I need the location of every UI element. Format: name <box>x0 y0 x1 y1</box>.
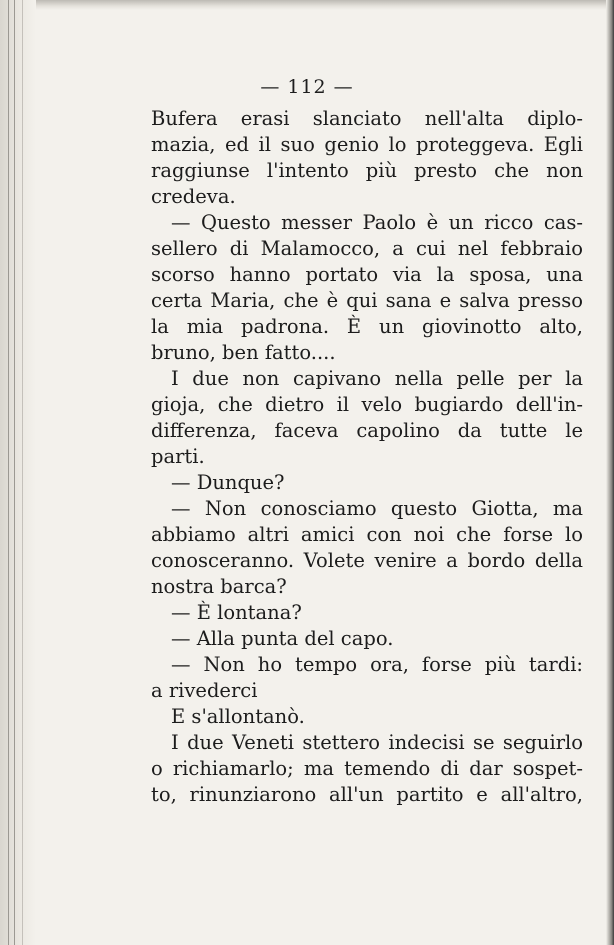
text-line: mazia, ed il suo genio lo proteggeva. Egli <box>151 133 583 156</box>
text-line: sellero di Malamocco, a cui nel febbraio <box>151 237 583 260</box>
text-line: o richiamarlo; ma temendo di dar sospet- <box>151 757 583 780</box>
text-line: parti. <box>151 445 205 468</box>
text-line: raggiunse l'intento più presto che non <box>151 159 583 182</box>
text-line: — È lontana? <box>171 601 302 624</box>
body-text <box>151 106 583 808</box>
text-line: la mia padrona. È un giovinotto alto, <box>151 315 583 338</box>
page-binding-edge <box>0 0 36 945</box>
text-line: bruno, ben fatto.... <box>151 341 336 364</box>
text-line: a rivederci <box>151 679 258 702</box>
text-line: — Non conosciamo questo Giotta, ma <box>171 497 583 520</box>
text-line: — Questo messer Paolo è un ricco cas- <box>171 211 583 234</box>
text-line: — Dunque? <box>171 471 285 494</box>
page-number: — 112 — <box>260 76 354 98</box>
text-line: I due Veneti stettero indecisi se seguirlo <box>171 731 583 754</box>
text-line: conosceranno. Volete venire a bordo della <box>151 549 583 572</box>
text-line: — Non ho tempo ora, forse più tardi: <box>171 653 583 676</box>
text-line: I due non capivano nella pelle per la <box>171 367 583 390</box>
text-line: E s'allontanò. <box>171 705 305 728</box>
text-line: Bufera erasi slanciato nell'alta diplo- <box>151 107 583 130</box>
text-line: to, rinunziarono all'un partito e all'altro, <box>151 783 583 806</box>
text-line: abbiamo altri amici con noi che forse lo <box>151 523 583 546</box>
page-right-edge <box>606 0 614 945</box>
text-line: gioja, che dietro il velo bugiardo dell'in- <box>151 393 583 416</box>
page-top-edge <box>0 0 614 10</box>
text-line: scorso hanno portato via la sposa, una <box>151 263 583 286</box>
text-line: nostra barca? <box>151 575 287 598</box>
text-line: — Alla punta del capo. <box>171 627 394 650</box>
text-line: certa Maria, che è qui sana e salva presso <box>151 289 583 312</box>
text-line: credeva. <box>151 185 236 208</box>
text-line: differenza, faceva capolino da tutte le <box>151 419 583 442</box>
